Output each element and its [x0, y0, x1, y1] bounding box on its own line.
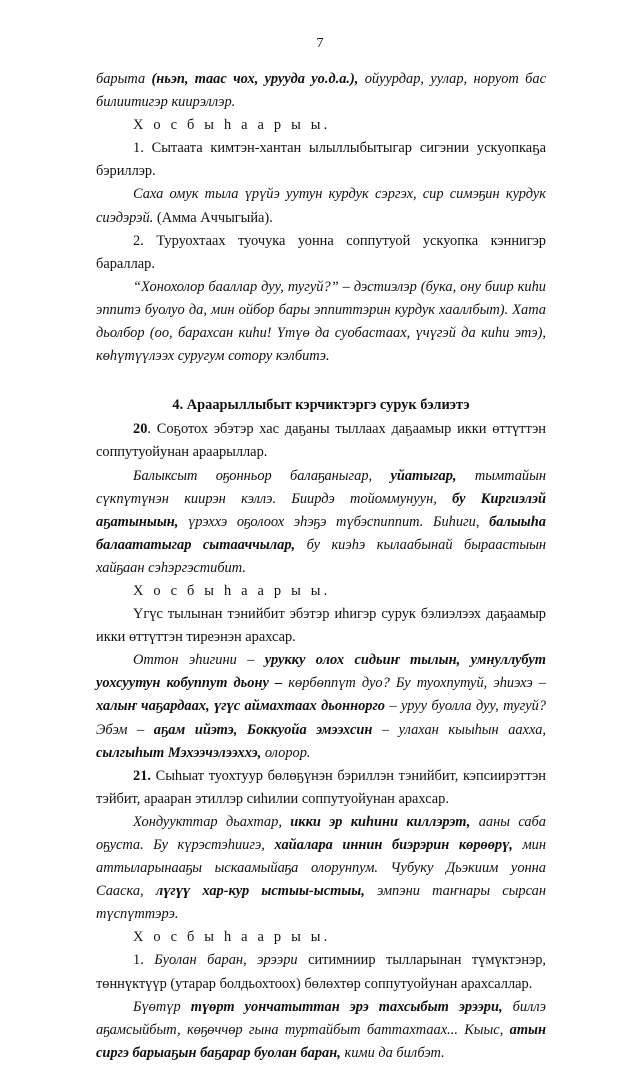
rule-paragraph	[96, 418, 546, 464]
text-run: ситимниир тылларынан түмүктэнэр, төннүктүүр (утарар болдьохтоох) бөлөхтөр соппутуойунан арахсаллар.	[96, 952, 546, 992]
text-run: үрэххэ оҕолоох эһэҕэ түбэспиппит. Биһиги,	[178, 513, 490, 530]
text-run: Хондуукттар дьахтар,	[133, 813, 291, 830]
text-run: лүгүү хар-кур ыстыы-ыстыы,	[155, 883, 365, 900]
text-run: Х о с б ы һ а а р ы ы.	[133, 582, 331, 599]
text-run: мин аттыларынааҕы ыскаамыйаҕа олорунnум. Чубуку Дьэкиим уонна Сааска,	[96, 837, 547, 900]
text-run: – уруу буолла дуу, тугуй? Эбэм –	[96, 698, 546, 738]
explanation-label	[96, 580, 546, 603]
text-run: 1. Сытаата кимтэн-хантан ылыллыбытыгар сигэнии ускуопкаҕа бэриллэр.	[96, 140, 546, 180]
text-run: бу Киргиэлэй аҕатыныын,	[96, 490, 546, 530]
text-run: аҕам ийэтэ, Боккуойа эмээхсин	[153, 721, 373, 738]
text-run: түөрт уончатыттан эрэ тахсыбыт эрээри,	[190, 998, 503, 1015]
text-run: олорор.	[261, 744, 311, 761]
example-paragraph	[96, 649, 546, 764]
text-run: кими да билбэт.	[340, 1044, 445, 1061]
text-run: көрбөппүт дуо? Бу туохпутуй, эһиэхэ –	[282, 675, 546, 692]
text-run: Буолан баран, эрээри	[154, 952, 298, 969]
text-run: эмпэни таҥнары сырсан түспүттэрэ.	[96, 883, 546, 923]
text-run: (ньэп, таас чох, уруудa уо.д.а.),	[151, 71, 359, 87]
text-run: (Амма Аччыгыйа).	[153, 209, 273, 226]
explanation-label	[96, 926, 546, 949]
text-run: атын сиргэ барыаҕын баҕарар буолан баран,	[96, 1021, 546, 1061]
text-run: 4. Араарыллыбыт кэрчиктэргэ сурук бэлиэтэ	[172, 397, 470, 414]
text-run: бу киэһэ кылаабынай быраастыын хайҕаан сэһэргэстибит.	[96, 536, 546, 576]
text-run: Сыһыат туохтуур бөлөҕүнэн бэриллэн тэнийбит, кэпсиирэттэн тэйбит, арааран этиллэр сиһилии соппутуойунан арахсар.	[96, 767, 546, 807]
text-run: “Хонохолор бааллар дуу, тугуй?” – дэстиэлэр (бука, ону биир киһи эппитэ буолуо да, мин ойбор бары эппиттэрин курдук хааллбыт). Хата дьолбор (оо, барахсан киһи! Үтүө да суобастаах, үчүгэй да киһи этэ), көһүтүүлээх суругум сотору кэлбитэ.	[96, 278, 546, 365]
text-run: – улахан кыыһын аахха,	[372, 721, 546, 738]
text-run: Балыксыт оҕонньор балаҕаныгар,	[133, 467, 391, 484]
text-run: халыҥ чаҕардаах, үгүс аймахтаах дьоннорго	[96, 698, 385, 715]
text-run: тымтайын сүкпүтүнэн киирэн кэллэ. Биирдэ тойоммунуун,	[96, 467, 546, 507]
text-run: 21.	[133, 767, 151, 784]
example-paragraph	[96, 996, 546, 1065]
text-run: Х о с б ы һ а а р ы ы.	[133, 117, 331, 134]
text-run: хайалара иннин биэрэрин көрөөрү,	[274, 837, 513, 853]
text-run: 20	[133, 421, 148, 438]
text-run: Бүөтүр	[133, 998, 191, 1015]
document-body	[96, 68, 546, 1065]
section-heading	[96, 394, 546, 417]
text-run: ойуурдар, уулар, норуот бас билиитигэр киирэллэр.	[96, 71, 546, 111]
page-number: 7	[316, 36, 324, 51]
rule-paragraph	[96, 137, 546, 183]
example-paragraph	[96, 811, 546, 926]
text-run: 2. Туруохтаах туочука уонна соппутуой ускуопка кэннигэр бараллар.	[96, 232, 546, 272]
text-run: биллэ аҕамсыйбыт, көҕөччөр гына туртайбыт баттахтаах... Кыыс,	[96, 998, 546, 1038]
paragraph	[96, 68, 546, 114]
explanation-label	[96, 114, 546, 137]
text-run: Оттон эһигини –	[133, 652, 265, 669]
rule-paragraph	[96, 603, 546, 649]
text-run: Саха омук тыла үрүйэ уутун курдук сэргэх, сир симэҕин курдук сиэдэрэй.	[96, 186, 546, 226]
example-paragraph	[96, 183, 546, 229]
text-run: . Соҕотох эбэтэр хас даҕаны тыллаах даҕаамыр икки өттүттэн соппутуойунан араарыллар.	[96, 421, 546, 461]
text-run: сылгыһыт Мэхээчэлээххэ,	[96, 744, 262, 761]
text-run: барыта	[96, 71, 152, 87]
text-run: 1.	[133, 952, 155, 969]
example-paragraph	[96, 276, 546, 368]
example-paragraph	[96, 465, 546, 580]
text-run: икки эр киһини киллэрэт,	[290, 813, 471, 830]
text-run: ааны саба оҕуста. Бу күрэстэһиигэ,	[96, 813, 546, 853]
text-run: урукку олох сидьиҥ тылын, умнуллубут уохсуутун кобуппут дьону –	[96, 652, 546, 692]
rule-paragraph	[96, 765, 546, 811]
text-run: Үгүс тылынан тэнийбит эбэтэр иһигэр сурук бэлиэлээх даҕаамыр икки өттүттэн тиреэнэн арахсар.	[96, 606, 546, 646]
text-run: Х о с б ы һ а а р ы ы.	[133, 929, 331, 946]
rule-paragraph	[96, 949, 546, 995]
rule-paragraph	[96, 230, 546, 276]
text-run: уйатыгар,	[390, 467, 457, 484]
text-run: балыыһа балаататыгар сытааччылар,	[96, 513, 546, 553]
